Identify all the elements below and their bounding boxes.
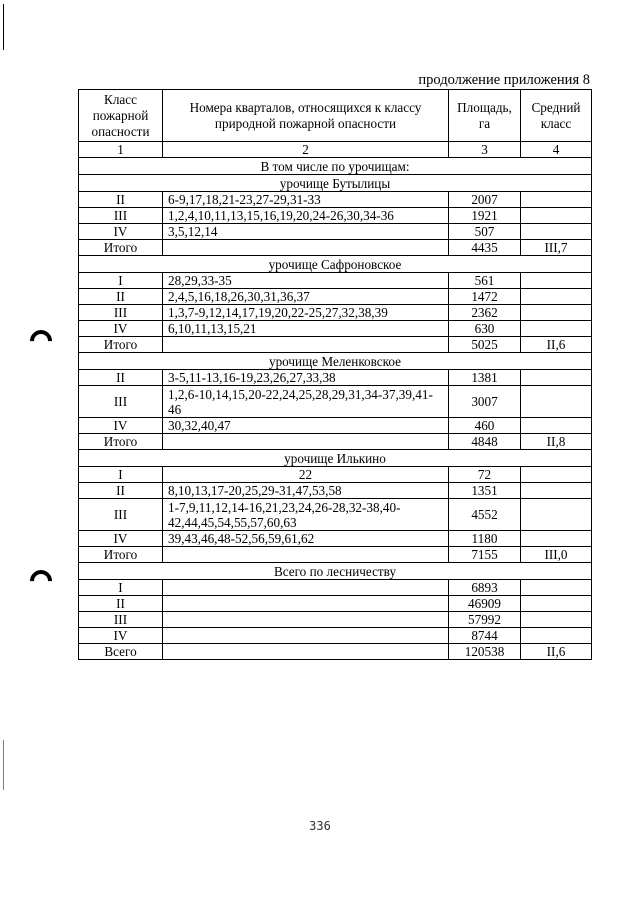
quarters-cell — [163, 644, 449, 660]
area-cell: 561 — [449, 273, 521, 289]
area-cell: 4435 — [449, 240, 521, 256]
area-cell: 72 — [449, 467, 521, 483]
binding-hole-mark — [25, 325, 56, 356]
area-cell: 460 — [449, 418, 521, 434]
class-cell: IV — [79, 321, 163, 337]
quarters-cell — [163, 337, 449, 353]
table-row — [79, 192, 592, 208]
table-row — [79, 467, 592, 483]
area-cell: 4848 — [449, 434, 521, 450]
column-number: 4 — [521, 142, 592, 158]
quarters-cell: 22 — [163, 467, 449, 483]
fire-danger-table — [78, 89, 592, 660]
table-row — [79, 580, 592, 596]
group-title: Всего по лесничеству — [79, 563, 592, 580]
group-title-row — [79, 175, 592, 192]
class-cell: IV — [79, 531, 163, 547]
area-cell: 1921 — [449, 208, 521, 224]
header-average-class: Средний класс — [521, 90, 592, 142]
area-cell: 8744 — [449, 628, 521, 644]
scan-edge-mark — [3, 740, 4, 790]
table-row — [79, 321, 592, 337]
area-cell: 3007 — [449, 386, 521, 418]
table-row — [79, 208, 592, 224]
column-number: 1 — [79, 142, 163, 158]
average-class-cell — [521, 321, 592, 337]
quarters-cell — [163, 628, 449, 644]
table-row — [79, 240, 592, 256]
column-number: 2 — [163, 142, 449, 158]
quarters-cell: 1,2,4,10,11,13,15,16,19,20,24-26,30,34-36 — [163, 208, 449, 224]
quarters-cell — [163, 547, 449, 563]
quarters-cell: 2,4,5,16,18,26,30,31,36,37 — [163, 289, 449, 305]
class-cell: III — [79, 386, 163, 418]
group-title-row — [79, 353, 592, 370]
average-class-cell — [521, 467, 592, 483]
table-row — [79, 596, 592, 612]
table-row — [79, 434, 592, 450]
average-class-cell — [521, 289, 592, 305]
quarters-cell: 39,43,46,48-52,56,59,61,62 — [163, 531, 449, 547]
average-class-cell — [521, 596, 592, 612]
group-title: урочище Илькино — [79, 450, 592, 467]
class-cell: III — [79, 499, 163, 531]
average-class-cell — [521, 273, 592, 289]
scan-edge-mark — [3, 4, 4, 50]
average-class-cell: II,6 — [521, 337, 592, 353]
average-class-cell — [521, 208, 592, 224]
quarters-cell: 6,10,11,13,15,21 — [163, 321, 449, 337]
quarters-cell — [163, 612, 449, 628]
table-row — [79, 305, 592, 321]
area-cell: 57992 — [449, 612, 521, 628]
area-cell: 630 — [449, 321, 521, 337]
header-area: Площадь, га — [449, 90, 521, 142]
subtitle-row — [79, 158, 592, 175]
header-quarters: Номера кварталов, относящихся к классу природной пожарной опасности — [163, 90, 449, 142]
class-cell: III — [79, 305, 163, 321]
quarters-cell: 1,2,6-10,14,15,20-22,24,25,28,29,31,34-37,39,41-46 — [163, 386, 449, 418]
table-row — [79, 644, 592, 660]
area-cell: 7155 — [449, 547, 521, 563]
quarters-cell — [163, 580, 449, 596]
average-class-cell: III,0 — [521, 547, 592, 563]
average-class-cell: III,7 — [521, 240, 592, 256]
class-cell: I — [79, 467, 163, 483]
group-title: урочище Бутылицы — [79, 175, 592, 192]
header-class: Класс пожарной опасности — [79, 90, 163, 142]
table-row — [79, 531, 592, 547]
average-class-cell: II,8 — [521, 434, 592, 450]
column-number: 3 — [449, 142, 521, 158]
table-row — [79, 628, 592, 644]
average-class-cell — [521, 483, 592, 499]
class-cell: Итого — [79, 337, 163, 353]
page-number: 336 — [309, 819, 331, 833]
average-class-cell — [521, 224, 592, 240]
quarters-cell — [163, 434, 449, 450]
quarters-cell: 1-7,9,11,12,14-16,21,23,24,26-28,32-38,40-42,44,45,54,55,57,60,63 — [163, 499, 449, 531]
group-title-row — [79, 450, 592, 467]
column-number-row — [79, 142, 592, 158]
area-cell: 46909 — [449, 596, 521, 612]
table-row — [79, 337, 592, 353]
table-row — [79, 499, 592, 531]
area-cell: 4552 — [449, 499, 521, 531]
class-cell: II — [79, 483, 163, 499]
area-cell: 1472 — [449, 289, 521, 305]
average-class-cell — [521, 499, 592, 531]
group-title: урочище Сафроновское — [79, 256, 592, 273]
average-class-cell — [521, 418, 592, 434]
area-cell: 1381 — [449, 370, 521, 386]
group-title: урочище Меленковское — [79, 353, 592, 370]
average-class-cell — [521, 305, 592, 321]
class-cell: I — [79, 273, 163, 289]
class-cell: IV — [79, 224, 163, 240]
class-cell: III — [79, 208, 163, 224]
quarters-cell: 1,3,7-9,12,14,17,19,20,22-25,27,32,38,39 — [163, 305, 449, 321]
quarters-cell: 3,5,12,14 — [163, 224, 449, 240]
group-title-row — [79, 256, 592, 273]
average-class-cell — [521, 628, 592, 644]
quarters-cell: 6-9,17,18,21-23,27-29,31-33 — [163, 192, 449, 208]
average-class-cell — [521, 386, 592, 418]
class-cell: Итого — [79, 240, 163, 256]
class-cell: IV — [79, 418, 163, 434]
subtitle-cell: В том числе по урочищам: — [79, 158, 592, 175]
average-class-cell — [521, 531, 592, 547]
average-class-cell — [521, 370, 592, 386]
area-cell: 2007 — [449, 192, 521, 208]
area-cell: 2362 — [449, 305, 521, 321]
area-cell: 120538 — [449, 644, 521, 660]
class-cell: III — [79, 612, 163, 628]
class-cell: II — [79, 370, 163, 386]
average-class-cell — [521, 580, 592, 596]
table-row — [79, 289, 592, 305]
binding-hole-mark — [25, 565, 56, 596]
table-row — [79, 273, 592, 289]
quarters-cell: 28,29,33-35 — [163, 273, 449, 289]
group-title-row — [79, 563, 592, 580]
class-cell: Итого — [79, 547, 163, 563]
table-row — [79, 612, 592, 628]
class-cell: Всего — [79, 644, 163, 660]
area-cell: 5025 — [449, 337, 521, 353]
class-cell: I — [79, 580, 163, 596]
quarters-cell — [163, 596, 449, 612]
class-cell: II — [79, 289, 163, 305]
table-row — [79, 370, 592, 386]
quarters-cell: 3-5,11-13,16-19,23,26,27,33,38 — [163, 370, 449, 386]
average-class-cell: II,6 — [521, 644, 592, 660]
area-cell: 6893 — [449, 580, 521, 596]
quarters-cell — [163, 240, 449, 256]
quarters-cell: 8,10,13,17-20,25,29-31,47,53,58 — [163, 483, 449, 499]
average-class-cell — [521, 192, 592, 208]
quarters-cell: 30,32,40,47 — [163, 418, 449, 434]
appendix-caption: продолжение приложения 8 — [418, 72, 590, 88]
table-row — [79, 386, 592, 418]
table-row — [79, 418, 592, 434]
class-cell: II — [79, 192, 163, 208]
table-row — [79, 483, 592, 499]
table-header-row — [79, 90, 592, 142]
table-row — [79, 547, 592, 563]
area-cell: 1351 — [449, 483, 521, 499]
average-class-cell — [521, 612, 592, 628]
area-cell: 1180 — [449, 531, 521, 547]
class-cell: II — [79, 596, 163, 612]
area-cell: 507 — [449, 224, 521, 240]
class-cell: IV — [79, 628, 163, 644]
table-row — [79, 224, 592, 240]
class-cell: Итого — [79, 434, 163, 450]
